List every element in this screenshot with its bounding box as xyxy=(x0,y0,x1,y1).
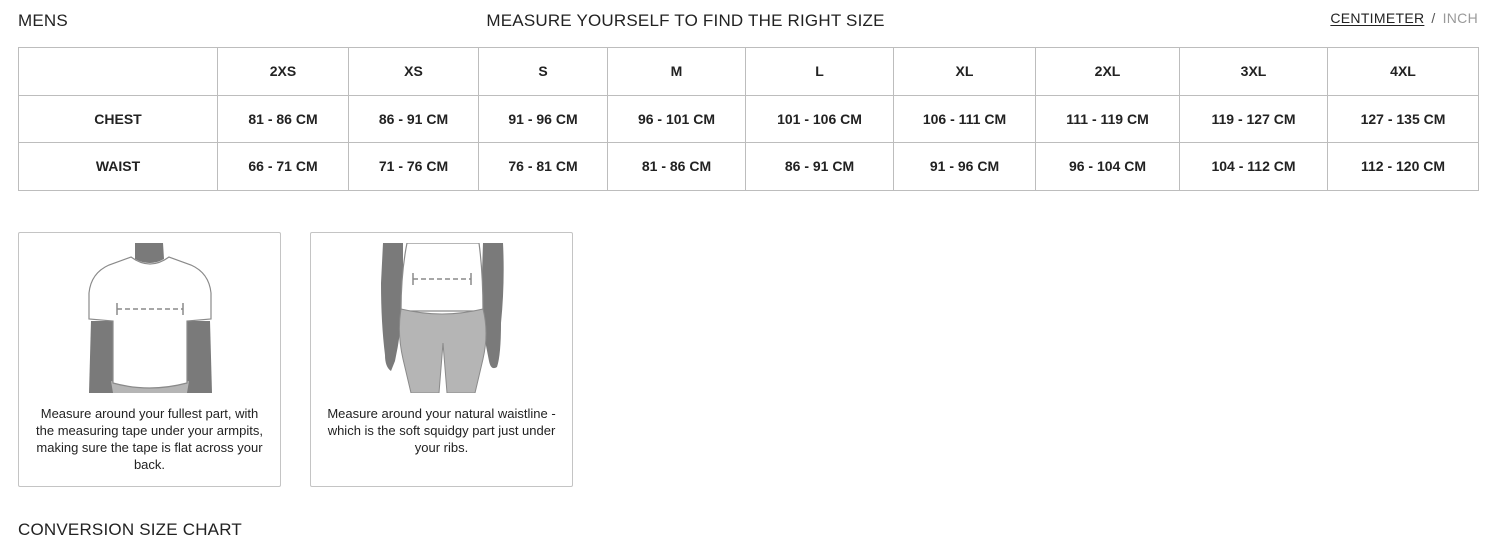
unit-separator: / xyxy=(1431,10,1436,26)
column-header: S xyxy=(479,48,608,96)
table-cell: 112 - 120 CM xyxy=(1328,143,1479,191)
conversion-chart-title: CONVERSION SIZE CHART xyxy=(18,520,242,539)
column-header: L xyxy=(746,48,894,96)
table-cell: 81 - 86 CM xyxy=(608,143,746,191)
category-label: MENS xyxy=(18,11,68,30)
table-header-row xyxy=(19,48,1479,96)
chest-guide-text: Measure around your fullest part, with the measuring tape under your armpits, making sure the tape is flat across your back. xyxy=(36,406,263,472)
table-cell: 101 - 106 CM xyxy=(746,95,894,143)
page-title: MEASURE YOURSELF TO FIND THE RIGHT SIZE xyxy=(486,11,885,30)
table-cell: 86 - 91 CM xyxy=(349,95,479,143)
table-cell: 96 - 101 CM xyxy=(608,95,746,143)
table-cell: 91 - 96 CM xyxy=(479,95,608,143)
table-cell: 127 - 135 CM xyxy=(1328,95,1479,143)
column-header xyxy=(19,48,218,96)
table-cell: 119 - 127 CM xyxy=(1180,95,1328,143)
table-cell: 81 - 86 CM xyxy=(218,95,349,143)
row-label: CHEST xyxy=(19,95,218,143)
column-header: 3XL xyxy=(1180,48,1328,96)
table-cell: 66 - 71 CM xyxy=(218,143,349,191)
column-header: 4XL xyxy=(1328,48,1479,96)
table-cell: 111 - 119 CM xyxy=(1036,95,1180,143)
table-cell: 91 - 96 CM xyxy=(894,143,1036,191)
waist-guide-card xyxy=(310,232,573,487)
column-header: 2XS xyxy=(218,48,349,96)
table-cell: 71 - 76 CM xyxy=(349,143,479,191)
unit-inch-link[interactable]: INCH xyxy=(1442,10,1478,26)
table-cell: 106 - 111 CM xyxy=(894,95,1036,143)
row-label: WAIST xyxy=(19,143,218,191)
column-header: 2XL xyxy=(1036,48,1180,96)
table-cell: 104 - 112 CM xyxy=(1180,143,1328,191)
waist-measure-illustration xyxy=(311,243,572,393)
chest-measure-illustration xyxy=(19,243,280,393)
table-cell: 96 - 104 CM xyxy=(1036,143,1180,191)
unit-centimeter-link[interactable]: CENTIMETER xyxy=(1330,10,1425,26)
column-header: XS xyxy=(349,48,479,96)
waist-guide-text: Measure around your natural waistline - which is the soft squidgy part just under your ribs. xyxy=(327,406,556,455)
table-row xyxy=(19,143,1479,191)
unit-toggle xyxy=(1330,10,1478,26)
table-row xyxy=(19,95,1479,143)
chest-guide-card xyxy=(18,232,281,487)
table-cell: 86 - 91 CM xyxy=(746,143,894,191)
column-header: M xyxy=(608,48,746,96)
size-table xyxy=(18,47,1479,191)
column-header: XL xyxy=(894,48,1036,96)
table-cell: 76 - 81 CM xyxy=(479,143,608,191)
